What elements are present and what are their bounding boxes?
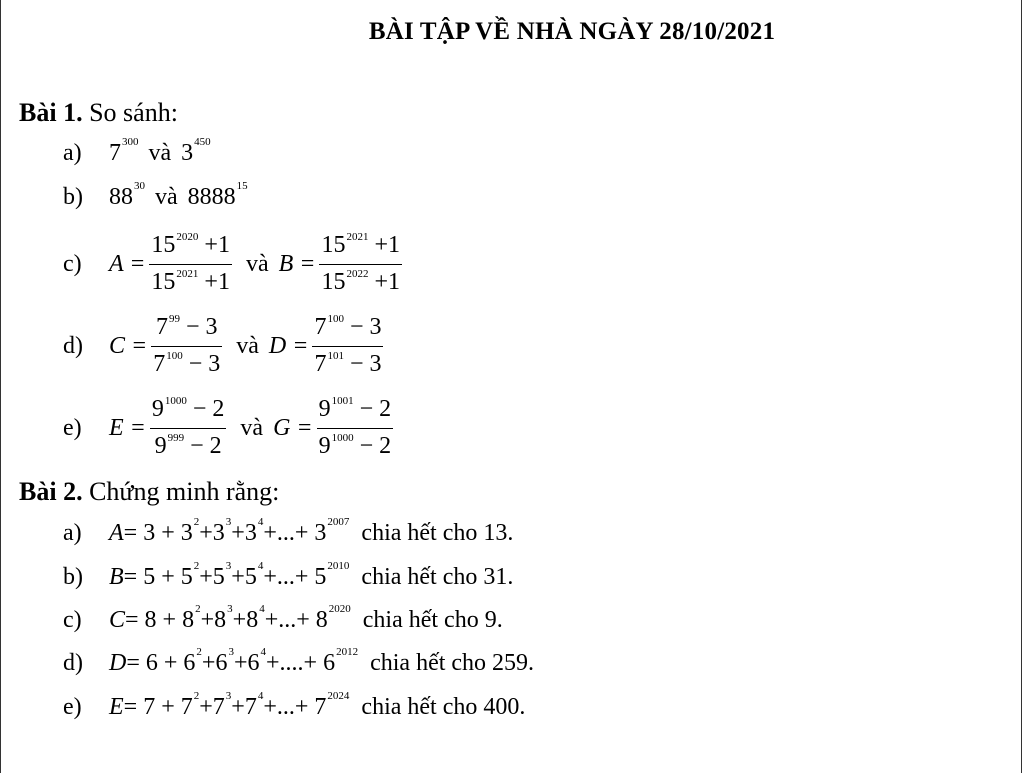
exercise-1-instruction: So sánh: bbox=[82, 98, 178, 127]
exercise-1d: d) C = $\frac{7^{99} - 3}{7^{100} - 3}$ và D = $\frac{7^{100} - 3}{7^{101} - 3}$ bbox=[63, 310, 387, 383]
page-title: BÀI TẬP VỀ NHÀ NGÀY 28/10/2021 bbox=[368, 18, 776, 45]
exercise-2-item: d) D = 6 + 6 $^2$ + 6 $^3$ + 6 $^4$ +....+ 6 $^{2012}$ chia hết cho 259. bbox=[63, 645, 535, 676]
exercise-2-item: e) E = 7 + 7 $^2$ + 7 $^3$ + 7 $^4$ +...+ 7 $^{2024}$ chia hết cho 400. bbox=[63, 689, 526, 720]
exercise-1e: e) E = $\frac{9^{1000} - 2}{9^{999} - 2}$ và G = $\frac{9^{1001} - 2}{9^{1000} - 2}$ bbox=[63, 392, 397, 465]
exercise-1-number: Bài 1. bbox=[19, 98, 83, 127]
exercise-2-instruction: Chứng minh rằng: bbox=[82, 477, 280, 506]
exercise-1a: a) 7 $^{300}$ và 3 $^{450}$ bbox=[63, 135, 211, 166]
fraction-d: $\frac{7^{100} - 3}{7^{101} - 3}$ bbox=[314, 313, 382, 377]
fraction-g: $\frac{9^{1001} - 2}{9^{1000} - 2}$ bbox=[318, 395, 392, 459]
exercise-1c: c) A = $\frac{15^{2020} +1}{15^{2021} +1}$ và B = $\frac{15^{2021} +1}{15^{2022} +1}$ bbox=[63, 228, 406, 301]
exercise-2-item: b) B = 5 + 5 $^2$ + 5 $^3$ + 5 $^4$ +...+ 5 $^{2010}$ chia hết cho 31. bbox=[63, 559, 514, 590]
exercise-2-number: Bài 2. bbox=[19, 477, 83, 506]
exercise-2-item: a) A = 3 + 3 $^2$ + 3 $^3$ + 3 $^4$ +...+ 3 $^{2007}$ chia hết cho 13. bbox=[63, 515, 514, 546]
exercise-2-item: c) C = 8 + 8 $^2$ + 8 $^3$ + 8 $^4$ +...+ 8 $^{2020}$ chia hết cho 9. bbox=[63, 602, 503, 633]
fraction-c: $\frac{7^{99} - 3}{7^{100} - 3}$ bbox=[153, 313, 221, 377]
exercise-1-heading bbox=[19, 98, 178, 128]
fraction-e: $\frac{9^{1000} - 2}{9^{999} - 2}$ bbox=[151, 395, 225, 459]
fraction-a: $\frac{15^{2020} +1}{15^{2021} +1}$ bbox=[151, 231, 230, 295]
exercise-2-heading bbox=[19, 477, 279, 507]
exercise-1b: b) 88 $^{30}$ và 8888 $^{15}$ bbox=[63, 179, 248, 210]
fraction-b: $\frac{15^{2021} +1}{15^{2022} +1}$ bbox=[321, 231, 401, 295]
